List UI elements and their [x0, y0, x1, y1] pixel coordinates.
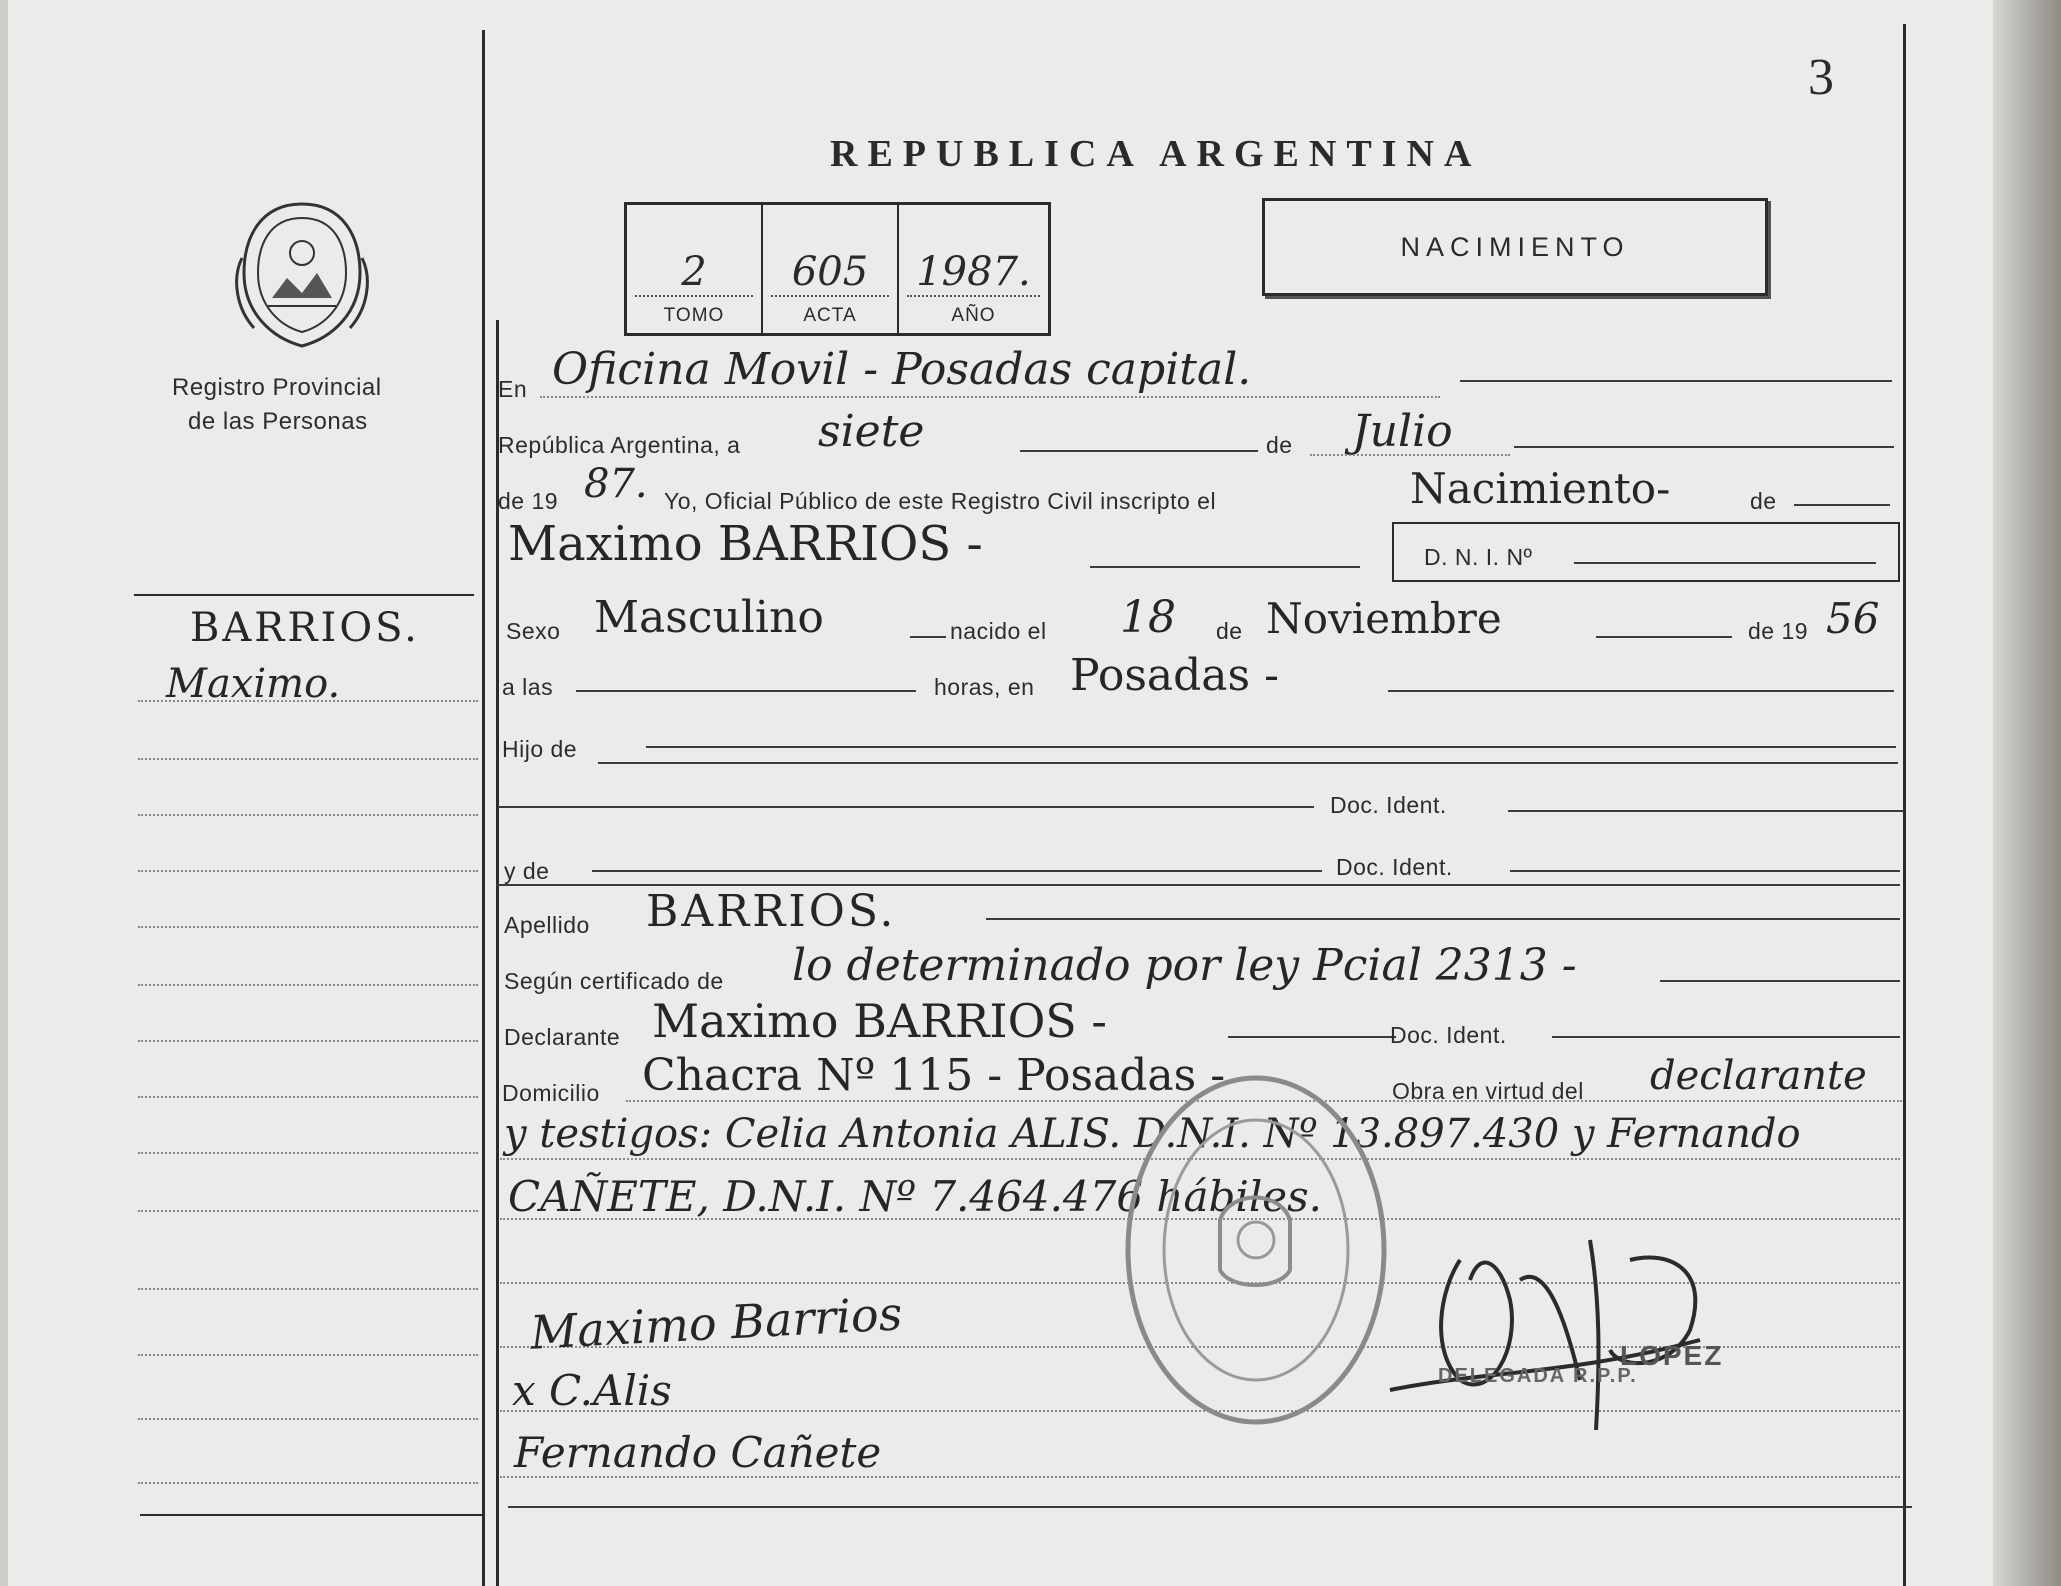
sidebar-line-4 [138, 870, 478, 872]
place-line [1388, 690, 1894, 692]
page-number: 3 [1808, 49, 1834, 106]
official-signature-scribble [1370, 1200, 1730, 1460]
year-value: 87. [584, 461, 648, 507]
sidebar-given-name: Maximo. [166, 661, 341, 707]
en-dotline [540, 396, 1440, 398]
event-line [1794, 504, 1890, 506]
sidebar-line-6 [138, 984, 478, 986]
sidebar-line-12 [138, 1354, 478, 1356]
anio-cell [899, 205, 1048, 333]
sidebar-line-13 [138, 1418, 478, 1420]
page-edge [1993, 0, 2061, 1586]
segun-line [1660, 980, 1900, 982]
sidebar-line-9 [138, 1152, 478, 1154]
republica-label: República Argentina, a [498, 432, 741, 458]
a-las-label: a las [502, 674, 554, 700]
sidebar-line-1 [138, 700, 478, 702]
sidebar-line-10 [138, 1210, 478, 1212]
month-dotline [1310, 454, 1510, 456]
event-value: Nacimiento- [1410, 464, 1671, 513]
left-margin-rule [482, 30, 485, 1586]
declarante-doc-line [1552, 1036, 1900, 1038]
en-label: En [498, 376, 528, 402]
record-type-label: NACIMIENTO [1400, 232, 1630, 262]
sidebar-bottom-rule [140, 1514, 484, 1516]
y-de-label: y de [504, 858, 550, 884]
bottom-rule [508, 1506, 1912, 1508]
sexo-value: Masculino [594, 592, 824, 643]
domicilio-label: Domicilio [502, 1080, 600, 1106]
acta-label: ACTA [803, 305, 857, 326]
declarante-line [1228, 1036, 1396, 1038]
office-name-line2: de las Personas [188, 408, 368, 435]
apellido-value: BARRIOS. [646, 886, 897, 937]
official-role: DELEGADA R.P.P. [1438, 1365, 1638, 1387]
sidebar-line-11 [138, 1288, 478, 1290]
horas-label: horas, en [934, 674, 1035, 700]
sidebar-line-3 [138, 814, 478, 816]
parent1-line [498, 806, 1314, 808]
hijo-line-2 [598, 762, 1898, 764]
record-type-box [1262, 198, 1768, 296]
sexo-label: Sexo [506, 618, 561, 644]
sidebar-line-2 [138, 758, 478, 760]
right-margin-rule [1903, 24, 1906, 1586]
person-value: Maximo BARRIOS - [508, 516, 983, 572]
official-name: LOPEZ [1620, 1340, 1724, 1371]
sidebar-line-14 [138, 1482, 478, 1484]
sidebar-line-5 [138, 926, 478, 928]
sidebar-surname: BARRIOS. [190, 605, 420, 651]
birth-de-label: de [1216, 618, 1243, 644]
notes-line-1: y testigos: Celia Antonia ALIS. D.N.I. Nº 13.897.430 y Fernando [504, 1111, 1801, 1157]
document-title: REPUBLICA ARGENTINA [830, 133, 1482, 175]
acta-line [771, 295, 889, 297]
segun-label: Según certificado de [504, 968, 724, 994]
parent1-doc-label: Doc. Ident. [1330, 792, 1447, 818]
birth-day-value: 18 [1120, 592, 1176, 643]
month-value: Julio [1352, 406, 1453, 457]
tomo-cell [627, 205, 763, 333]
apellido-line [986, 918, 1900, 920]
a-las-line [576, 690, 916, 692]
parent2-doc-label: Doc. Ident. [1336, 854, 1453, 880]
anio-value: 1987. [916, 249, 1031, 295]
sidebar-line-8 [138, 1096, 478, 1098]
tomo-value: 2 [681, 249, 707, 295]
domicilio-value: Chacra Nº 115 - Posadas - [642, 1050, 1226, 1101]
notes-line-2: CAÑETE, D.N.I. Nº 7.464.476 hábiles. [508, 1172, 1323, 1221]
month-de-label: de [1266, 432, 1293, 458]
anio-label: AÑO [951, 305, 996, 326]
year-prefix: de 19 [498, 488, 559, 514]
parent2-doc-line [1510, 870, 1900, 872]
birth-year-prefix: de 19 [1748, 618, 1809, 644]
registry-number-box [624, 202, 1051, 336]
signature-witness-2: Fernando Cañete [514, 1428, 882, 1477]
hijo-line-1 [646, 746, 1896, 748]
en-solidline [1460, 380, 1892, 382]
birth-month-line [1596, 636, 1732, 638]
day-value: siete [818, 406, 925, 457]
day-line [1020, 450, 1258, 452]
signature-declarant: Maximo Barrios [528, 1286, 904, 1360]
anio-line [907, 295, 1040, 297]
signature-witness-1: x C.Alis [512, 1366, 672, 1415]
sexo-line [910, 636, 946, 638]
tomo-line [635, 295, 753, 297]
segun-value: lo determinado por ley Pcial 2313 - [792, 940, 1577, 991]
obra-value: declarante [1650, 1053, 1867, 1099]
obra-label: Obra en virtud del [1392, 1078, 1584, 1104]
acta-value: 605 [791, 249, 869, 295]
parent1-doc-line [1508, 810, 1904, 812]
event-de-label: de [1750, 488, 1777, 514]
dni-label: D. N. I. Nº [1424, 544, 1533, 570]
declarante-value: Maximo BARRIOS - [652, 994, 1107, 1048]
y-de-line [592, 870, 1322, 872]
nacido-label: nacido el [950, 618, 1047, 644]
hijo-label: Hijo de [502, 736, 578, 762]
birth-month-value: Noviembre [1266, 594, 1502, 643]
birth-year-value: 56 [1826, 594, 1880, 643]
sidebar-rule [134, 594, 474, 596]
month-line [1514, 446, 1894, 448]
en-value: Oficina Movil - Posadas capital. [552, 344, 1252, 395]
place-value: Posadas - [1070, 650, 1279, 701]
sidebar-line-7 [138, 1040, 478, 1042]
office-name-line1: Registro Provincial [172, 374, 382, 401]
declarante-label: Declarante [504, 1024, 621, 1050]
province-seal-icon [232, 198, 372, 353]
person-line [1090, 566, 1360, 568]
acta-cell [763, 205, 899, 333]
dni-line [1574, 562, 1876, 564]
apellido-label: Apellido [504, 912, 590, 938]
tomo-label: TOMO [663, 305, 725, 326]
official-stamp [1120, 1070, 1392, 1430]
yo-text: Yo, Oficial Público de este Registro Civil inscripto el [664, 488, 1217, 514]
declarante-doc-label: Doc. Ident. [1390, 1022, 1507, 1048]
